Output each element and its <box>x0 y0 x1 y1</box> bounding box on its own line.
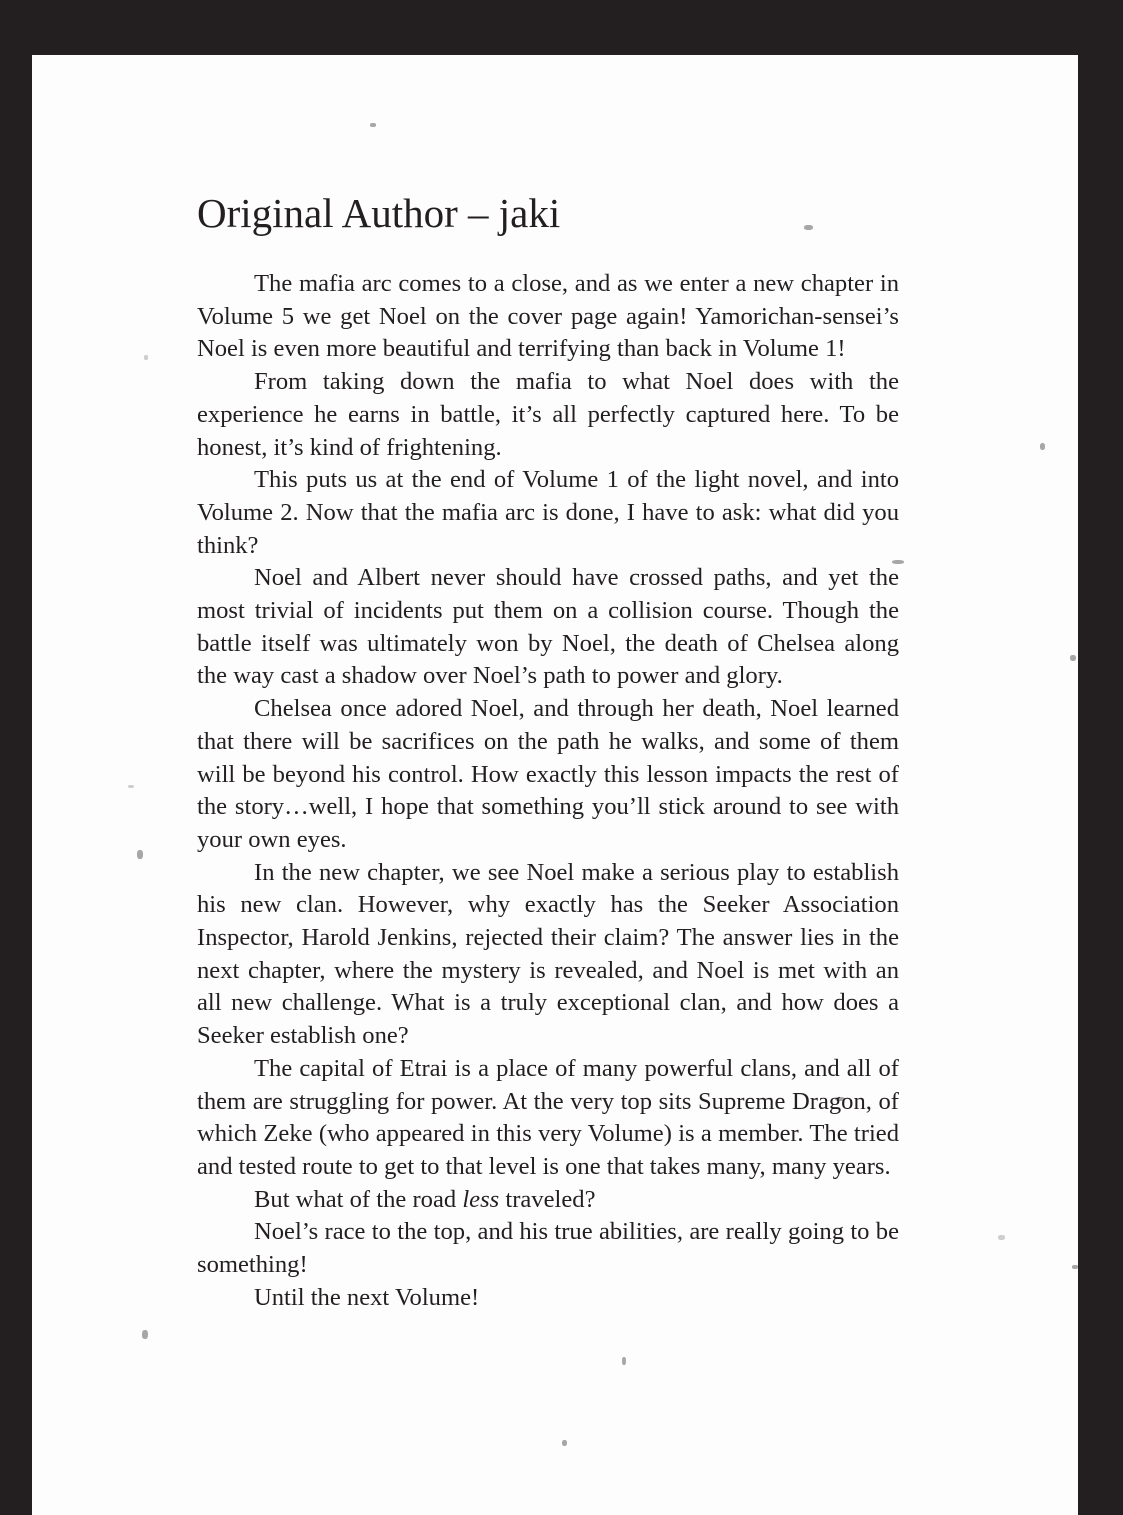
author-afterword <box>197 188 899 1315</box>
paragraph: Until the next Volume! <box>254 1283 480 1311</box>
paragraph: Noel’s race to the top, and his true abilities, are really going to be something! <box>197 1218 899 1279</box>
text-run: But what of the road <box>254 1185 463 1213</box>
paper-speck <box>144 355 148 360</box>
paper-speck <box>998 1235 1005 1240</box>
paragraph: Noel and Albert never should have crossed paths, and yet the most trivial of incidents put them on a collision course. Though the battle itself was ultimately won by Noel, the death of Chelsea along the way cast a shadow over Noel’s path to power and glory. <box>197 564 899 690</box>
paper-speck <box>370 123 376 127</box>
paper-speck <box>1072 1265 1078 1269</box>
paragraph: From taking down the mafia to what Noel does with the experience he earns in battle, it’s all perfectly captured here. To be honest, it’s kind of frightening. <box>197 368 899 461</box>
paragraph: This puts us at the end of Volume 1 of the light novel, and into Volume 2. Now that the mafia arc is done, I have to ask: what did you think? <box>197 466 899 559</box>
page-title: Original Author – jaki <box>197 190 561 236</box>
paper-speck <box>562 1440 567 1446</box>
paragraph: The capital of Etrai is a place of many powerful clans, and all of them are struggling for power. At the very top sits Supreme Dragon, of which Zeke (who appeared in this very Volume) is a member. The tried and tested route to get to that level is one that takes many, many years. <box>197 1054 899 1180</box>
paper-speck <box>128 785 134 788</box>
paragraph: The mafia arc comes to a close, and as we enter a new chapter in Volume 5 we get Noel on the cover page again! Yamorichan-sensei’s Noel is even more beautiful and terrifying than back in Volume 1! <box>197 270 899 363</box>
book-page <box>32 55 1078 1515</box>
paragraph-road-less-traveled <box>197 1184 899 1217</box>
body-text <box>197 268 899 1315</box>
paper-speck <box>1040 443 1045 450</box>
emphasis-text: less <box>462 1185 500 1213</box>
paper-speck <box>137 850 143 859</box>
paragraph: Chelsea once adored Noel, and through her death, Noel learned that there will be sacrifices on the path he walks, and some of them will be beyond his control. How exactly this lesson impacts the rest of the story…well, I hope that something you’ll stick around to see with your own eyes. <box>197 695 899 853</box>
paper-speck <box>622 1357 626 1365</box>
paper-speck <box>142 1330 148 1339</box>
paper-speck <box>1070 655 1076 661</box>
text-run: traveled? <box>499 1185 596 1213</box>
paragraph: In the new chapter, we see Noel make a serious play to establish his new clan. However, why exactly has the Seeker Association Inspector, Harold Jenkins, rejected their claim? The answer lies in the next chapter, where the mystery is revealed, and Noel is met with an all new challenge. What is a truly exceptional clan, and how does a Seeker establish one? <box>197 858 899 1050</box>
